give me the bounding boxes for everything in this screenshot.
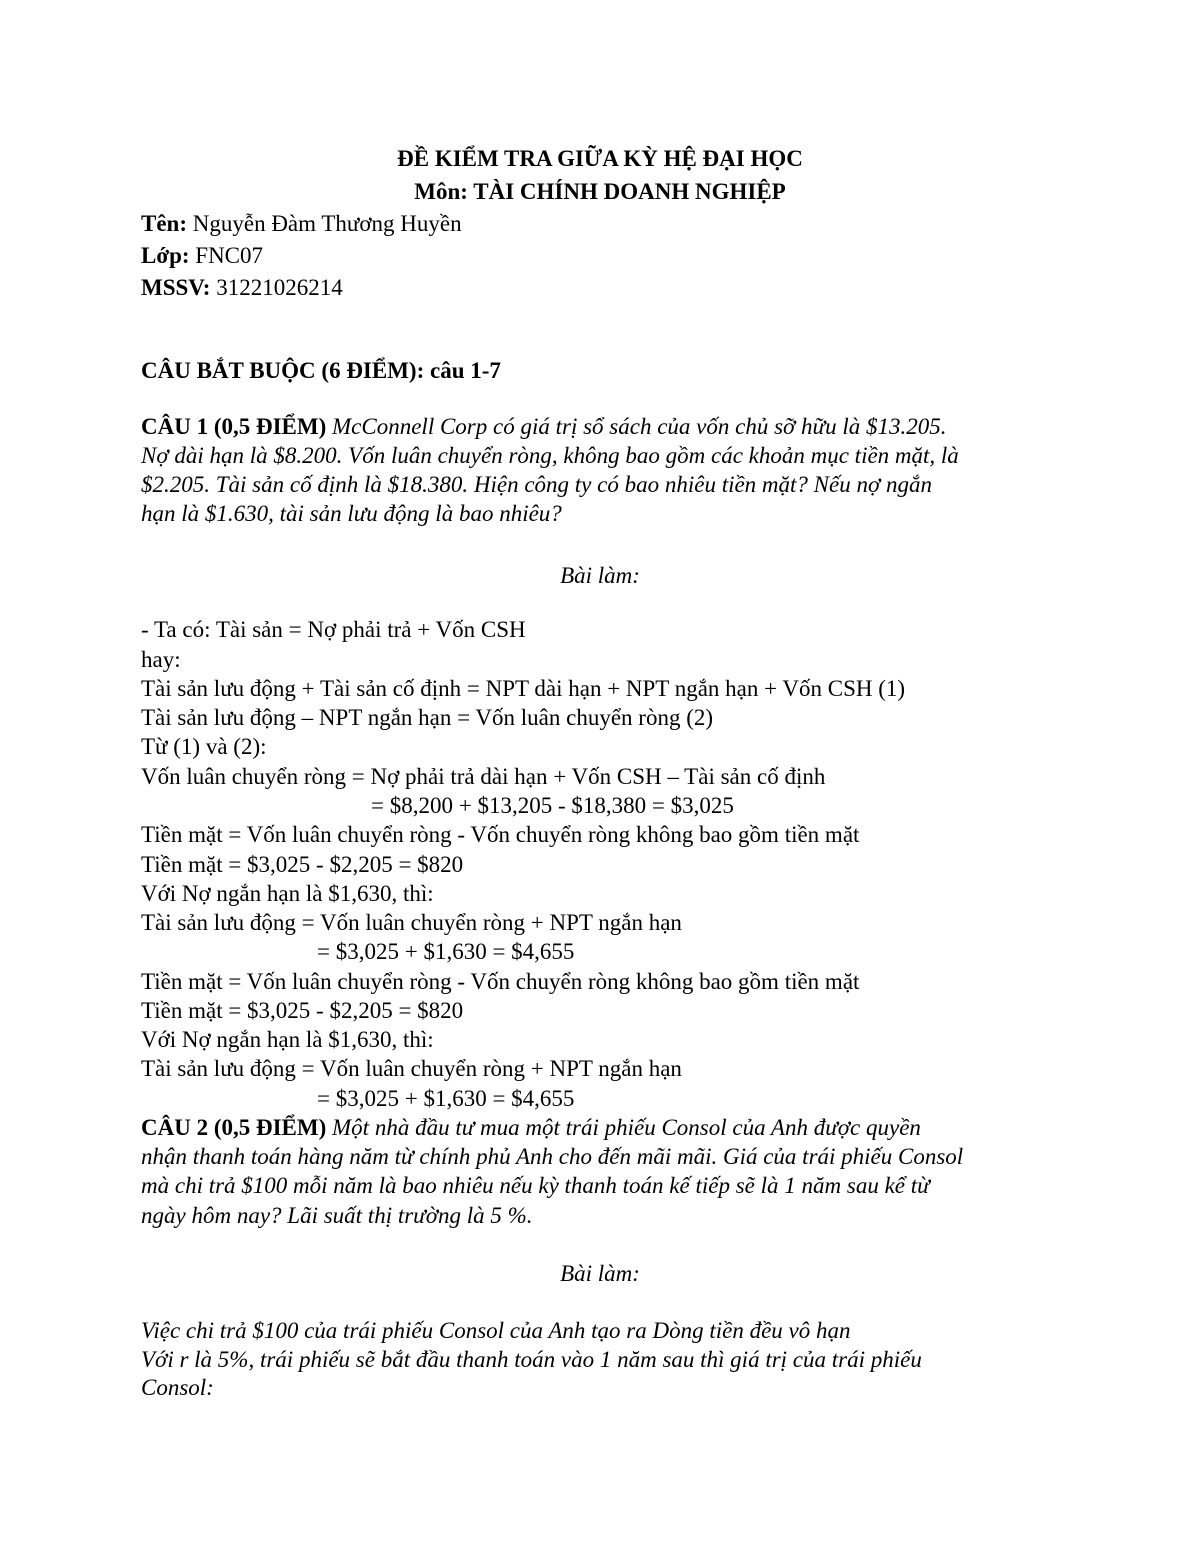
q1-answer-line: Tài sản lưu động – NPT ngắn hạn = Vốn luân chuyển ròng (2) <box>141 705 714 730</box>
q2-text: nhận thanh toán hàng năm từ chính phủ Anh cho đến mãi mãi. Giá của trái phiếu Consol <box>141 1144 964 1169</box>
q1-answer-line: Tiền mặt = $3,025 - $2,205 = $820 <box>141 852 464 877</box>
q1-answer-line: Vốn luân chuyển ròng = Nợ phải trả dài hạn + Vốn CSH – Tài sản cố định <box>141 764 826 789</box>
exam-title: ĐỀ KIỂM TRA GIỮA KỲ HỆ ĐẠI HỌC <box>397 146 803 171</box>
q2-line-1 <box>141 1113 921 1142</box>
q1-answer-line: hay: <box>141 647 181 672</box>
q1-line-1 <box>141 412 946 441</box>
q2-label: CÂU 2 (0,5 ĐIỂM) <box>141 1115 327 1140</box>
class-line <box>141 241 263 270</box>
q1-answer-line: Tiền mặt = Vốn luân chuyển ròng - Vốn chuyển ròng không bao gồm tiền mặt <box>141 822 860 847</box>
q1-answer-line: = $8,200 + $13,205 - $18,380 = $3,025 <box>371 793 734 818</box>
class-label: Lớp: <box>141 243 190 268</box>
name-label: Tên: <box>141 211 187 236</box>
q2-answer-line: Với r là 5%, trái phiếu sẽ bắt đầu thanh toán vào 1 năm sau thì giá trị của trái phiếu <box>141 1347 922 1372</box>
q1-answer-line: Tiền mặt = Vốn luân chuyển ròng - Vốn chuyển ròng không bao gồm tiền mặt <box>141 969 860 994</box>
q1-answer-heading: Bài làm: <box>560 563 640 588</box>
q1-answer-line: - Ta có: Tài sản = Nợ phải trả + Vốn CSH <box>141 617 526 642</box>
q1-answer-line: Tiền mặt = $3,025 - $2,205 = $820 <box>141 998 464 1023</box>
q1-answer-line: = $3,025 + $1,630 = $4,655 <box>317 1086 575 1111</box>
name-value: Nguyễn Đàm Thương Huyền <box>192 211 462 236</box>
subject-title: Môn: TÀI CHÍNH DOANH NGHIỆP <box>414 179 786 204</box>
section-heading: CÂU BẮT BUỘC (6 ĐIỂM): câu 1-7 <box>141 358 501 383</box>
id-value: 31221026214 <box>216 275 343 300</box>
q1-text: $2.205. Tài sản cố định là $18.380. Hiện công ty có bao nhiêu tiền mặt? Nếu nợ ngắn <box>141 472 933 497</box>
class-value: FNC07 <box>195 243 264 268</box>
q1-answer-line: Tài sản lưu động = Vốn luân chuyển ròng + NPT ngắn hạn <box>141 910 682 935</box>
q2-answer-heading: Bài làm: <box>560 1261 640 1286</box>
q1-answer-line: Tài sản lưu động + Tài sản cố định = NPT dài hạn + NPT ngắn hạn + Vốn CSH (1) <box>141 676 906 701</box>
q1-text: Nợ dài hạn là $8.200. Vốn luân chuyển ròng, không bao gồm các khoản mục tiền mặt, là <box>141 443 959 468</box>
q2-text: mà chi trả $100 mỗi năm là bao nhiêu nếu kỳ thanh toán kế tiếp sẽ là 1 năm sau kể từ <box>141 1173 930 1198</box>
q1-label: CÂU 1 (0,5 ĐIỂM) <box>141 414 327 439</box>
q2-answer-line: Consol: <box>141 1375 214 1400</box>
q1-answer-line: Với Nợ ngắn hạn là $1,630, thì: <box>141 1027 434 1052</box>
q1-text: McConnell Corp có giá trị sổ sách của vốn chủ sỡ hữu là $13.205. <box>332 414 947 439</box>
q1-answer-line: Tài sản lưu động = Vốn luân chuyển ròng + NPT ngắn hạn <box>141 1056 682 1081</box>
q2-text: ngày hôm nay? Lãi suất thị trường là 5 %. <box>141 1203 533 1228</box>
id-label: MSSV: <box>141 275 211 300</box>
student-id-line <box>141 273 343 302</box>
student-name-line <box>141 209 462 238</box>
q1-answer-line: Từ (1) và (2): <box>141 734 267 759</box>
q1-answer-line: = $3,025 + $1,630 = $4,655 <box>317 939 575 964</box>
q1-answer-line: Với Nợ ngắn hạn là $1,630, thì: <box>141 881 434 906</box>
q1-text: hạn là $1.630, tài sản lưu động là bao nhiêu? <box>141 501 562 526</box>
q2-answer-line: Việc chi trả $100 của trái phiếu Consol của Anh tạo ra Dòng tiền đều vô hạn <box>141 1318 851 1343</box>
q2-text: Một nhà đầu tư mua một trái phiếu Consol của Anh được quyền <box>332 1115 921 1140</box>
